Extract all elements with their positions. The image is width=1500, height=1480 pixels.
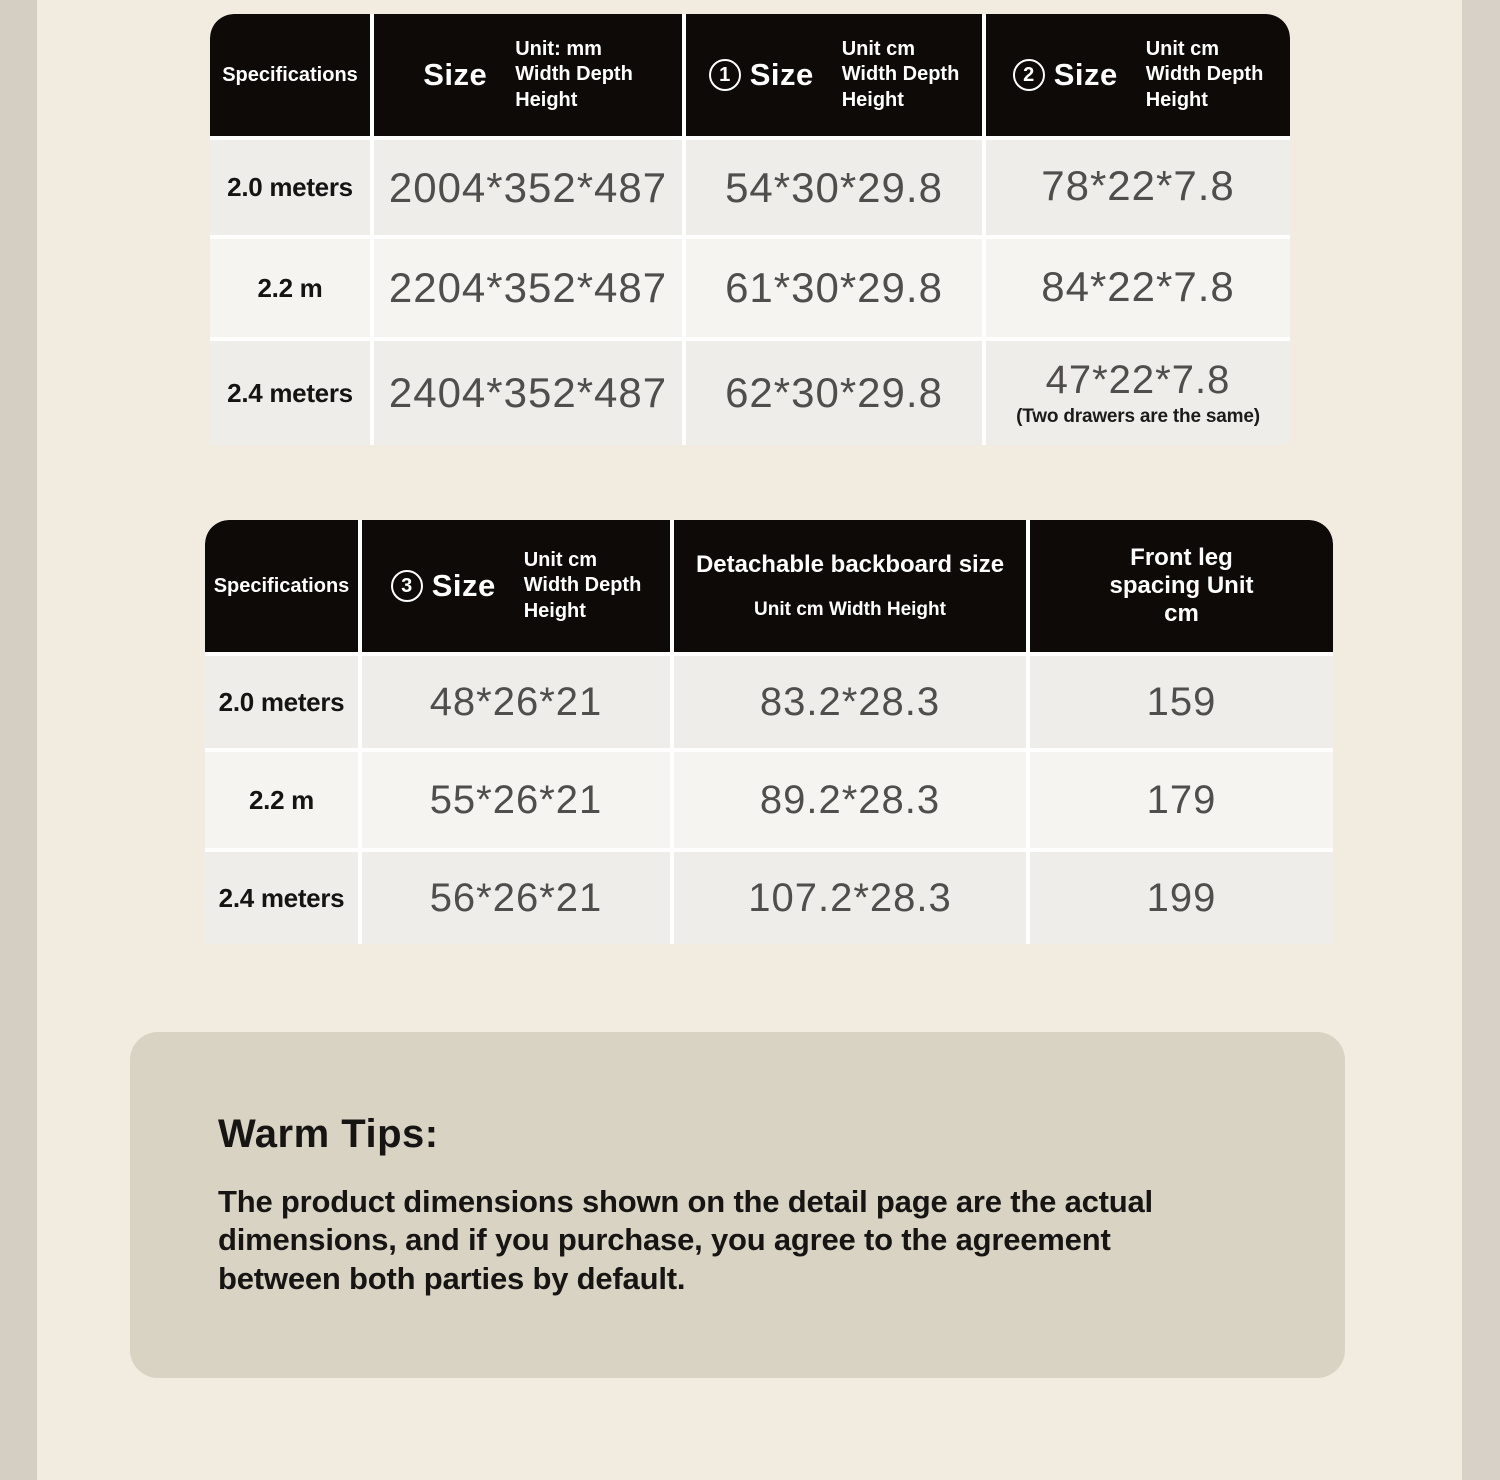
table-cell bbox=[986, 341, 1290, 445]
size1-value: 62*30*29.8 bbox=[725, 369, 943, 416]
table1-header-size1 bbox=[686, 14, 982, 136]
spec-label: 2.4 meters bbox=[227, 377, 353, 408]
front-leg-title bbox=[1109, 544, 1253, 628]
size-mm-value: 2204*352*487 bbox=[388, 264, 668, 311]
unit-line: Unit cm bbox=[1145, 37, 1220, 60]
table-cell bbox=[674, 752, 1026, 848]
unit-line: Width Depth bbox=[1145, 63, 1264, 86]
front-leg-value: 179 bbox=[1146, 777, 1217, 822]
spec-label: 2.4 meters bbox=[218, 882, 345, 913]
table1-header-size-mm bbox=[374, 14, 682, 136]
size3-value: 48*26*21 bbox=[429, 679, 603, 724]
unit-line: Width Depth bbox=[841, 63, 960, 86]
size-unit-text bbox=[524, 548, 642, 625]
table-cell bbox=[374, 140, 682, 235]
backboard-title: Detachable backboard size bbox=[695, 551, 1005, 578]
unit-line: Width Depth bbox=[515, 63, 633, 86]
size1-value: 61*30*29.8 bbox=[725, 264, 943, 311]
table2-header-size3 bbox=[362, 520, 670, 652]
backboard-unit: Unit cm Width Height bbox=[754, 599, 946, 620]
circled-3-icon: 3 bbox=[391, 570, 423, 602]
table-cell bbox=[674, 656, 1026, 748]
size-mm-value: 2404*352*487 bbox=[388, 369, 668, 416]
table-row-spec bbox=[210, 140, 370, 235]
specifications-label: Specifications bbox=[213, 574, 350, 597]
table1-header-specifications bbox=[210, 14, 370, 136]
size-title: Size bbox=[431, 568, 496, 603]
table-cell bbox=[986, 239, 1290, 337]
table-cell bbox=[1030, 752, 1333, 848]
backboard-value: 83.2*28.3 bbox=[759, 679, 941, 724]
table-cell bbox=[374, 239, 682, 337]
unit-line: Unit: mm bbox=[515, 37, 602, 60]
front-leg-line: Front leg bbox=[1130, 543, 1233, 571]
unit-line: Height bbox=[1145, 88, 1208, 111]
spec-label: 2.0 meters bbox=[227, 172, 353, 202]
table-row-spec bbox=[205, 656, 358, 748]
spec-label: 2.0 meters bbox=[218, 686, 345, 717]
unit-line: Unit cm bbox=[523, 548, 598, 571]
size-title: Size bbox=[423, 57, 488, 92]
unit-line: Width Depth bbox=[523, 574, 642, 597]
table-row-spec bbox=[205, 852, 358, 944]
warm-tips-panel bbox=[130, 1032, 1345, 1378]
table-cell bbox=[1030, 852, 1333, 944]
table-cell bbox=[1030, 656, 1333, 748]
table-row-spec bbox=[210, 239, 370, 337]
unit-line: Height bbox=[523, 599, 586, 622]
backboard-value: 89.2*28.3 bbox=[759, 777, 941, 822]
size-unit-text bbox=[1146, 37, 1264, 114]
table-cell bbox=[686, 140, 982, 235]
unit-line: Height bbox=[841, 88, 904, 111]
table1-header-size2 bbox=[986, 14, 1290, 136]
circled-1-icon: 1 bbox=[709, 59, 741, 91]
size3-value: 56*26*21 bbox=[429, 875, 603, 920]
size-table-details bbox=[205, 520, 1333, 944]
spec-label: 2.2 m bbox=[257, 272, 323, 303]
table-cell bbox=[362, 752, 670, 848]
right-margin-strip bbox=[1462, 0, 1500, 1480]
table-cell bbox=[362, 656, 670, 748]
front-leg-value: 159 bbox=[1146, 679, 1217, 724]
warm-tips-title: Warm Tips: bbox=[218, 1112, 439, 1156]
backboard-value: 107.2*28.3 bbox=[748, 875, 952, 920]
table2-header-backboard bbox=[674, 520, 1026, 652]
size2-value: 78*22*7.8 bbox=[1041, 162, 1235, 209]
table-row-spec bbox=[210, 341, 370, 445]
size1-value: 54*30*29.8 bbox=[725, 163, 943, 211]
size2-value: 47*22*7.8 bbox=[1045, 358, 1231, 402]
size2-note: (Two drawers are the same) bbox=[1016, 406, 1260, 427]
specifications-label: Specifications bbox=[222, 63, 358, 86]
size-unit-text bbox=[515, 37, 633, 114]
unit-line: Height bbox=[515, 88, 578, 111]
size-table-mm bbox=[210, 14, 1290, 445]
size-title: Size bbox=[749, 57, 814, 92]
warm-tips-body: The product dimensions shown on the detail page are the actual dimensions, and if you purchase, you agree to the agreement between both parties by default. bbox=[218, 1184, 1153, 1296]
table-cell bbox=[362, 852, 670, 944]
table-cell bbox=[374, 341, 682, 445]
size2-value: 84*22*7.8 bbox=[1041, 262, 1235, 310]
left-margin-strip bbox=[0, 0, 37, 1480]
size-unit-text bbox=[842, 37, 960, 114]
circled-2-icon: 2 bbox=[1013, 59, 1045, 91]
unit-line: Unit cm bbox=[841, 37, 916, 60]
spec-label: 2.2 m bbox=[249, 784, 314, 815]
front-leg-value: 199 bbox=[1146, 875, 1217, 920]
table-cell bbox=[686, 341, 982, 445]
size-mm-value: 2004*352*487 bbox=[388, 163, 668, 211]
front-leg-line: cm bbox=[1164, 600, 1199, 628]
table-row-spec bbox=[205, 752, 358, 848]
table-cell bbox=[674, 852, 1026, 944]
table-cell bbox=[986, 140, 1290, 235]
table-cell bbox=[686, 239, 982, 337]
front-leg-line: spacing Unit bbox=[1109, 571, 1254, 599]
table2-header-specifications bbox=[205, 520, 358, 652]
size3-value: 55*26*21 bbox=[429, 777, 603, 822]
table2-header-front-leg bbox=[1030, 520, 1333, 652]
size-title: Size bbox=[1053, 57, 1118, 92]
